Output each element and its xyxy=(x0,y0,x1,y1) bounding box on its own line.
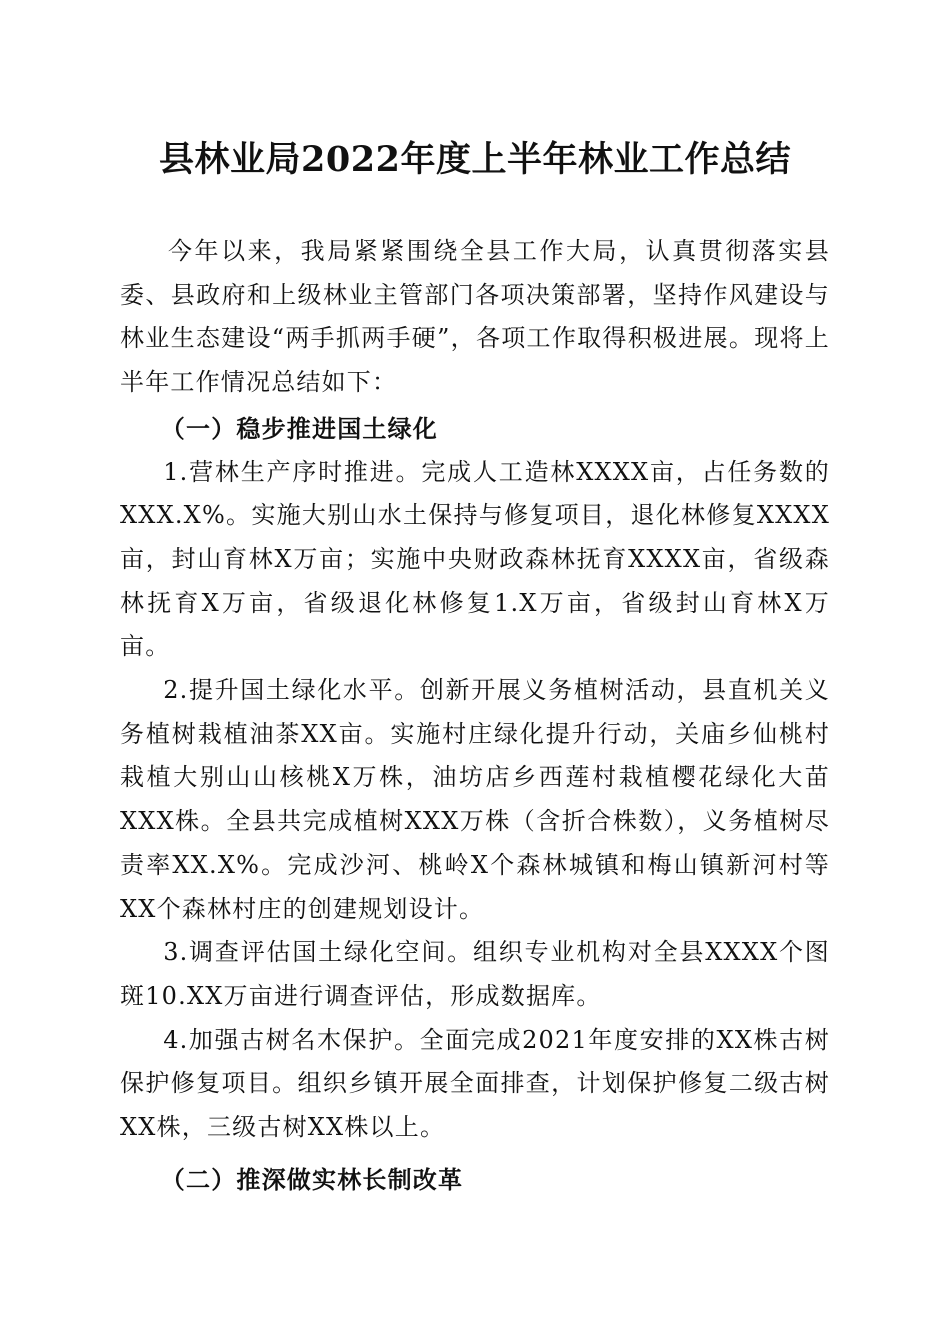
list-item: 4.加强古树名木保护。全面完成2021年度安排的XX株古树保护修复项目。组织乡镇开展全面排查，计划保护修复二级古树XX株，三级古树XX株以上。 xyxy=(120,1025,830,1142)
list-item: 2.提升国土绿化水平。创新开展义务植树活动，县直机关义务植树栽植油茶XX亩。实施村庄绿化提升行动，关庙乡仙桃村栽植大别山山核桃X万株，油坊店乡西莲村栽植樱花绿化大苗XXX株。全县共完成植树XXX万株（含折合株数），义务植树尽责率XX.X%。完成沙河、桃岭X个森林城镇和梅山镇新河村等XX个森林村庄的创建规划设计。 xyxy=(120,676,830,923)
section-heading-1: （一）稳步推进国土绿化 xyxy=(160,413,438,443)
list-item: 3.调查评估国土绿化空间。组织专业机构对全县XXXX个图斑10.XX万亩进行调查评估，形成数据库。 xyxy=(120,938,830,1010)
document-title: 县林业局2022年度上半年林业工作总结 xyxy=(159,139,791,180)
list-item: 1.营林生产序时推进。完成人工造林XXXX亩，占任务数的XXX.X%。实施大别山水土保持与修复项目，退化林修复XXXX亩，封山育林X万亩；实施中央财政森林抚育XXXX亩，省级森林抚育X万亩，省级退化林修复1.X万亩，省级封山育林X万亩。 xyxy=(120,457,830,661)
section-heading-2: （二）推深做实林长制改革 xyxy=(160,1164,464,1194)
document-body xyxy=(120,230,830,1201)
intro-paragraph: 今年以来，我局紧紧围绕全县工作大局，认真贯彻落实县委、县政府和上级林业主管部门各项决策部署，坚持作风建设与林业生态建设“两手抓两手硬”，各项工作取得积极进展。现将上半年工作情况总结如下： xyxy=(120,237,830,397)
